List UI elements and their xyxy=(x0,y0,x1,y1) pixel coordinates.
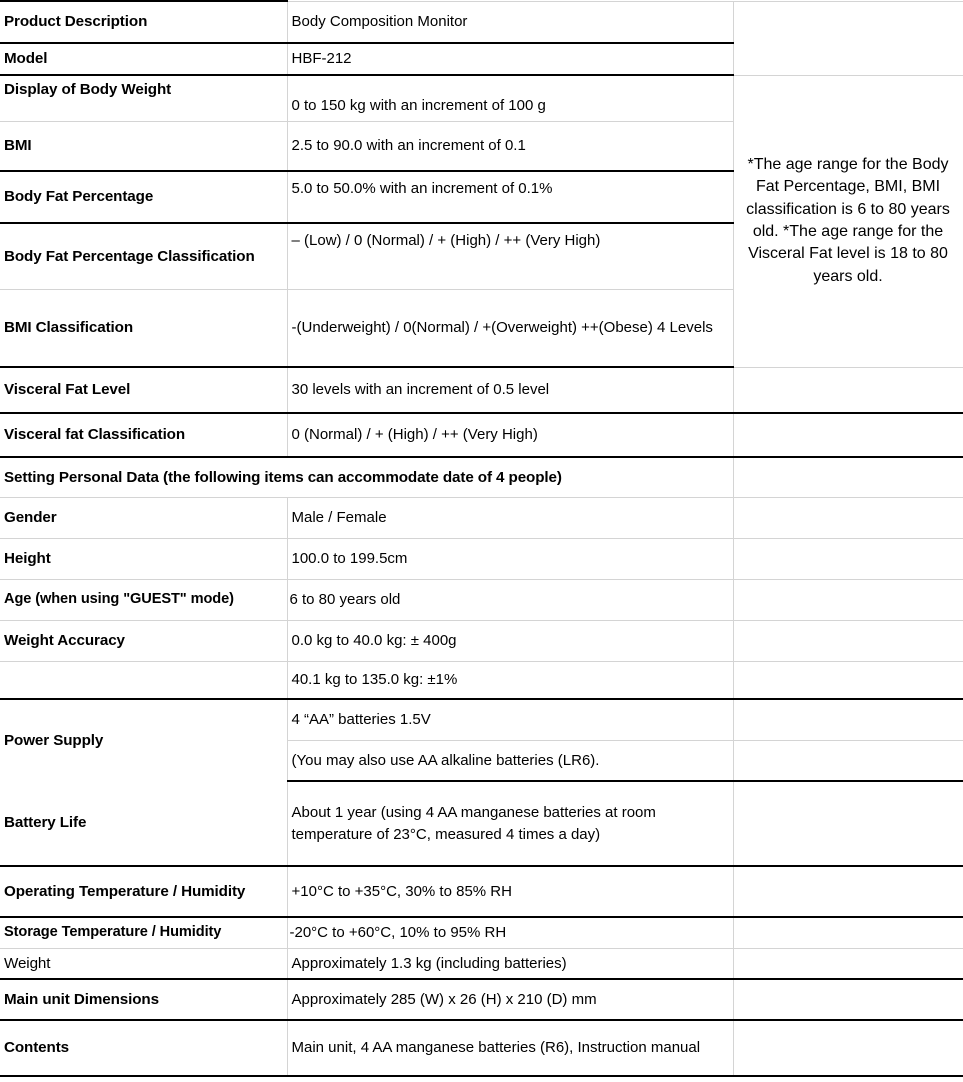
row-value-weight: Approximately 1.3 kg (including batteries) xyxy=(287,948,733,979)
row-value-model: HBF-212 xyxy=(287,43,733,75)
row-value-body-fat-percentage: 5.0 to 50.0% with an increment of 0.1% xyxy=(287,171,733,223)
row-label-contents: Contents xyxy=(0,1020,287,1076)
table-row xyxy=(0,75,963,121)
note-cell-empty-7 xyxy=(733,620,963,661)
row-label-weight: Weight xyxy=(0,948,287,979)
table-row xyxy=(0,948,963,979)
note-cell-empty-11 xyxy=(733,781,963,866)
table-row xyxy=(0,661,963,699)
row-value-power-supply-1: 4 “AA” batteries 1.5V xyxy=(287,699,733,740)
row-value-weight-accuracy-1: 0.0 kg to 40.0 kg: ± 400g xyxy=(287,620,733,661)
note-cell-empty-15 xyxy=(733,979,963,1020)
row-label-bmi-classification: BMI Classification xyxy=(0,289,287,367)
row-label-model: Model xyxy=(0,43,287,75)
row-label-storage-temperature-humidity: Storage Temperature / Humidity xyxy=(0,917,287,948)
note-cell-empty-top xyxy=(733,1,963,75)
row-value-product-description: Body Composition Monitor xyxy=(287,1,733,43)
row-label-body-fat-percentage: Body Fat Percentage xyxy=(0,171,287,223)
row-value-weight-accuracy-2: 40.1 kg to 135.0 kg: ±1% xyxy=(287,661,733,699)
age-range-note: *The age range for the Body Fat Percentage, BMI, BMI classification is 6 to 80 years old. *The age range for the Visceral Fat level is 18 to 80 years old. xyxy=(733,75,963,367)
table-row xyxy=(0,866,963,917)
row-label-gender: Gender xyxy=(0,497,287,538)
row-value-visceral-fat-classification: 0 (Normal) / + (High) / ++ (Very High) xyxy=(287,413,733,457)
row-value-bmi-classification: -(Underweight) / 0(Normal) / +(Overweight) ++(Obese) 4 Levels xyxy=(287,289,733,367)
table-row xyxy=(0,620,963,661)
table-row xyxy=(0,699,963,740)
row-label-operating-temperature-humidity: Operating Temperature / Humidity xyxy=(0,866,287,917)
row-label-visceral-fat-level: Visceral Fat Level xyxy=(0,367,287,413)
table-row xyxy=(0,1020,963,1076)
row-label-product-description: Product Description xyxy=(0,1,287,43)
row-value-main-unit-dimensions: Approximately 285 (W) x 26 (H) x 210 (D) mm xyxy=(287,979,733,1020)
note-cell-empty-6 xyxy=(733,579,963,620)
note-cell-empty-2 xyxy=(733,413,963,457)
table-row xyxy=(0,413,963,457)
row-label-visceral-fat-classification: Visceral fat Classification xyxy=(0,413,287,457)
row-label-weight-accuracy-cont xyxy=(0,661,287,699)
row-value-power-supply-2: (You may also use AA alkaline batteries (LR6). xyxy=(287,740,733,781)
note-cell-empty-14 xyxy=(733,948,963,979)
table-row xyxy=(0,917,963,948)
row-label-body-fat-percentage-classification: Body Fat Percentage Classification xyxy=(0,223,287,289)
row-label-main-unit-dimensions: Main unit Dimensions xyxy=(0,979,287,1020)
table-row xyxy=(0,538,963,579)
row-label-battery-life: Battery Life xyxy=(0,781,287,866)
row-value-height: 100.0 to 199.5cm xyxy=(287,538,733,579)
table-row xyxy=(0,367,963,413)
note-cell-empty-8 xyxy=(733,661,963,699)
table-row xyxy=(0,979,963,1020)
table-row xyxy=(0,781,963,866)
row-label-display-of-body-weight: Display of Body Weight xyxy=(0,75,287,121)
row-label-height: Height xyxy=(0,538,287,579)
table-row xyxy=(0,457,963,497)
row-value-visceral-fat-level: 30 levels with an increment of 0.5 level xyxy=(287,367,733,413)
row-value-body-fat-percentage-classification: – (Low) / 0 (Normal) / + (High) / ++ (Very High) xyxy=(287,223,733,289)
table-row xyxy=(0,1,963,43)
note-cell-empty-4 xyxy=(733,497,963,538)
table-row xyxy=(0,497,963,538)
note-cell-empty-5 xyxy=(733,538,963,579)
row-label-bmi: BMI xyxy=(0,121,287,171)
row-value-gender: Male / Female xyxy=(287,497,733,538)
note-cell-empty-16 xyxy=(733,1020,963,1076)
row-value-bmi: 2.5 to 90.0 with an increment of 0.1 xyxy=(287,121,733,171)
section-header-setting-personal-data: Setting Personal Data (the following items can accommodate date of 4 people) xyxy=(0,457,733,497)
row-label-weight-accuracy: Weight Accuracy xyxy=(0,620,287,661)
row-value-display-of-body-weight: 0 to 150 kg with an increment of 100 g xyxy=(287,75,733,121)
row-label-power-supply: Power Supply xyxy=(0,699,287,781)
table-row xyxy=(0,579,963,620)
note-cell-empty-10 xyxy=(733,740,963,781)
note-cell-empty-12 xyxy=(733,866,963,917)
note-cell-empty-13 xyxy=(733,917,963,948)
note-cell-empty-3 xyxy=(733,457,963,497)
row-value-battery-life: About 1 year (using 4 AA manganese batteries at room temperature of 23°C, measured 4 times a day) xyxy=(287,781,733,866)
note-cell-empty-1 xyxy=(733,367,963,413)
row-label-age-guest-mode: Age (when using "GUEST" mode) xyxy=(0,579,287,620)
row-value-age-guest-mode: 6 to 80 years old xyxy=(287,579,733,620)
row-value-storage-temperature-humidity: -20°C to +60°C, 10% to 95% RH xyxy=(287,917,733,948)
row-value-contents: Main unit, 4 AA manganese batteries (R6), Instruction manual xyxy=(287,1020,733,1076)
note-cell-empty-9 xyxy=(733,699,963,740)
row-value-operating-temperature-humidity: +10°C to +35°C, 30% to 85% RH xyxy=(287,866,733,917)
